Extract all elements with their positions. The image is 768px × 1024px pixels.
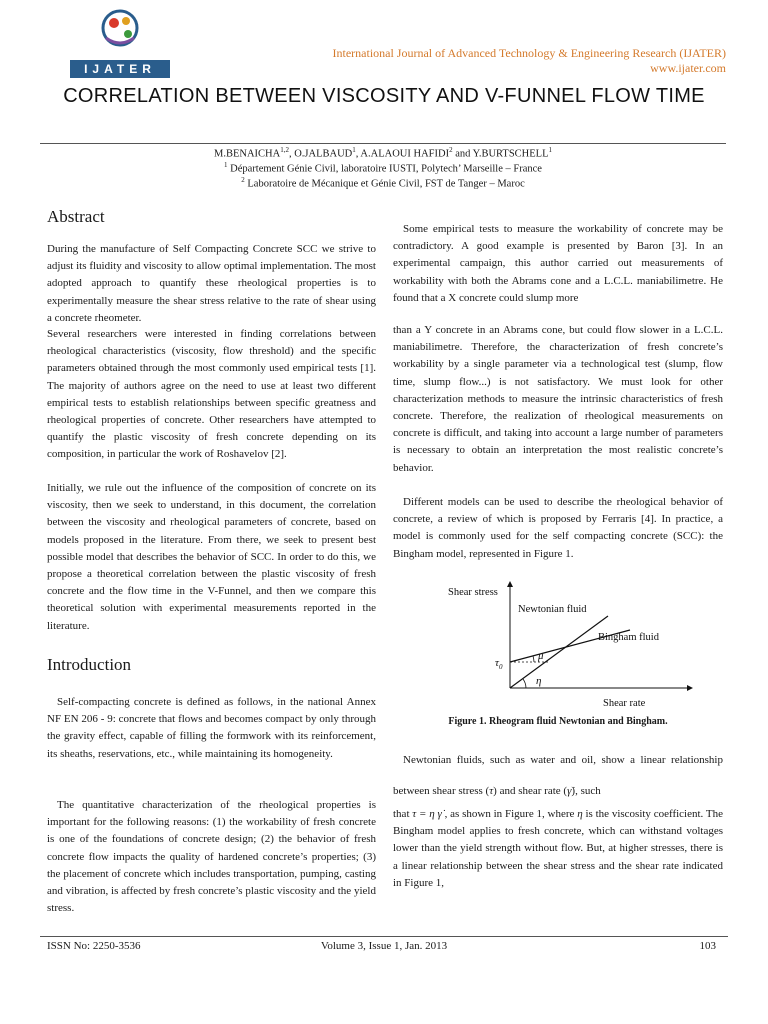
right-paragraph-2: than a Y concrete in an Abrams cone, but could flow slower in a L.C.L. maniabilimetre. Therefore, the characterization of fresh concrete’s workability by a single parameter via a technological test (slump, flow time, slump flow...) is not satisfactory. We must look for other characterization methods to measure the intrinsic characteristics of fresh concrete. Therefore, the realization of rheological measurements on concrete is difficult, and taking into account a large number of parameters is necessary to obtain an interpretation the most realistic concrete’s behavior. (393, 324, 723, 474)
newtonian-equation: τ = η γ̇ (412, 808, 442, 820)
eta-symbol: η (577, 808, 583, 820)
author-name: M.BENAICHA (213, 148, 281, 160)
intro-paragraph-2: The quantitative characterization of the rheological properties is important for the following reasons: (1) the workability of fresh concrete is one of the foundations of concrete design; (2) the behavior of fresh concrete flow impacts the quality of hardened concrete’s properties; (3) the placement of concrete which includes transportation, pumping, casting and vibration, is affected by fresh concrete’s plastic viscosity and the yield stress. (47, 799, 376, 915)
right-paragraph-4 (393, 745, 723, 807)
affil-mark: 1 (224, 161, 228, 169)
mu-label: μ (538, 650, 544, 662)
footer-issn: ISSN No: 2250-3536 (47, 940, 141, 952)
newtonian-label: Newtonian fluid (518, 604, 587, 615)
y-axis-label: Shear stress (448, 587, 498, 598)
title-rule (40, 143, 726, 144)
text-run: Newtonian fluids, such as water and oil, show a linear relationship between shear stress ( (393, 754, 723, 797)
author-affil-mark: 1 (548, 146, 552, 154)
journal-logo (70, 8, 170, 76)
right-paragraph-1: Some empirical tests to measure the workability of concrete may be contradictory. A good example is presented by Baron [3]. In an experimental campaign, this author carried out measurements of workability with both the Abrams cone and a L.C.L. maniabilimetre. He found that a X concrete could slump more (393, 223, 723, 304)
author-name: , O.JALBAUD (288, 148, 353, 160)
footer-volume: Volume 3, Issue 1, Jan. 2013 (320, 940, 448, 952)
author-affil-mark: 1 (352, 146, 356, 154)
eta-angle-arc (523, 679, 526, 688)
right-paragraph-3: Different models can be used to describe the rheological behavior of concrete, a review of which is proposed by Ferraris [4]. In practice, a model is commonly used for the self compacting concrete (SCC): the Bingham model, represented in Figure 1. (393, 496, 723, 560)
author-affil-mark: 1,2 (280, 146, 289, 154)
tau0-label: $\tau_0$ (495, 657, 503, 671)
introduction-heading: Introduction (47, 655, 132, 674)
paper-title: CORRELATION BETWEEN VISCOSITY AND V-FUNNEL FLOW TIME (63, 85, 705, 107)
affiliation-1 (40, 161, 726, 175)
abstract-heading: Abstract (47, 207, 105, 226)
author-affil-mark: 2 (449, 146, 453, 154)
right-paragraph-5 (393, 806, 723, 892)
author-name: and Y.BURTSCHELL (452, 148, 549, 160)
affiliation-text: Département Génie Civil, laboratoire IUSTI, Polytech’ Marseille – France (227, 163, 542, 175)
gamma-dot-symbol: γ̇ (567, 785, 572, 797)
footer-page-number: 103 (699, 940, 716, 952)
abstract-paragraph-3: Initially, we rule out the influence of the composition of concrete on its viscosity, then we seek to understand, in this document, the correlation between the viscosity and rheological parameters of concrete, based on models proposed in the literature. From there, we seek to present best possible model that describes the behavior of SCC. In order to do this, we propose a theoretical correlation between the plastic viscosity of fresh concrete and the flow time in the V-Funnel, and then we compare this theoretical solution with experimental measurements reported in the literature. (47, 482, 376, 632)
journal-name: International Journal of Advanced Technology & Engineering Research (IJATER) (332, 46, 726, 60)
figure-caption: Figure 1. Rheogram fluid Newtonian and Bingham. (448, 716, 668, 727)
mu-angle-arc (533, 656, 534, 662)
affil-mark: 2 (241, 176, 245, 184)
affiliation-text: Laboratoire de Mécanique et Génie Civil, FST de Tanger – Maroc (244, 178, 525, 190)
text-run: , as shown in Figure 1, where (441, 808, 578, 820)
text-run: ), such (571, 785, 601, 797)
intro-paragraph-1: Self-compacting concrete is defined as follows, in the national Annex NF EN 206 - 9: concrete that flows and becomes compact by only through the gravity effect, capable of filling the formwork with its reinforcement, its sheaths, reservations, etc., while maintaining its homogeneity. (47, 696, 376, 760)
eta-label: η (536, 675, 542, 687)
affiliation-2 (40, 176, 726, 190)
text-run: that (393, 808, 413, 820)
rheogram-figure (440, 578, 720, 710)
tau-symbol: τ (489, 785, 494, 797)
logo-emblem-icon (92, 8, 148, 52)
logo-wordmark: IJATER (70, 60, 170, 78)
journal-url[interactable]: www.ijater.com (650, 61, 726, 75)
bingham-label: Bingham fluid (598, 632, 659, 643)
newtonian-line (510, 616, 608, 688)
author-name: , A.ALAOUI HAFIDI (355, 148, 450, 160)
abstract-paragraph-1: During the manufacture of Self Compacting Concrete SCC we strive to adjust its fluidity and viscosity to allow optimal implementation. The most adopted approach to quantify these rheological properties is to experimentally measure the shear stress relative to the rate of shear using a concrete rheometer. (47, 243, 376, 324)
text-run: is the viscosity coefficient. The Bingham model applies to fresh concrete, which can withstand voltages lower than the yield strength without flow. But, at higher stresses, there is a linear relationship between the shear stress and the shear rate indicated in Figure 1, (393, 808, 723, 889)
author-list (40, 146, 726, 160)
abstract-paragraph-2: Several researchers were interested in finding correlations between rheological characteristics (viscosity, flow threshold) and the specific parameters obtained through the most commonly used empirical tests [1]. The majority of authors agree on the need to use at least two different empirical tests to establish relationships between specific greatness and rheological properties of concrete. Other researchers have attempted to quantify the plastic viscosity of fresh concrete depending on its composition, in particular the work of Roshavelov [2]. (47, 328, 376, 461)
footer-rule (40, 936, 728, 937)
text-run: ) and shear rate ( (493, 785, 568, 797)
x-axis-label: Shear rate (603, 698, 646, 709)
